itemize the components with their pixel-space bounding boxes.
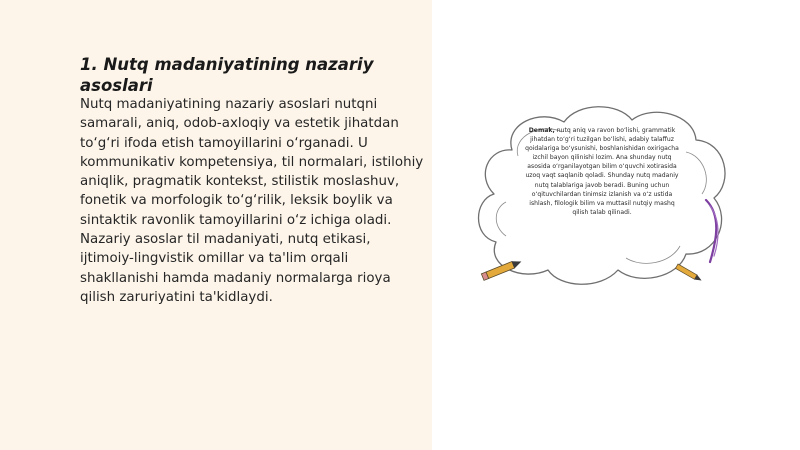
cloud-text-body: nutq aniq va ravon bo‘lishi, grammatik jihatdan to‘g‘ri tuzilgan bo‘lishi, adabiy talaffuz qoidalariga bo‘ysunishi, boshlanishidan oxirigacha izchil bayon qilinishi lozim. Ana shunday nutq asosida o‘rganilayotgan bilim o‘quvchi xotirasida uzoq vaqt saqlanib qoladi. Shunday nutq madaniy nutq talablariga javob beradi. Buning uchun o‘qituvchilardan tinimsiz izlanish va o‘z ustida ishlash, filologik bilim va muttasil nutqiy mashq qilish talab qilinadi. — [525, 127, 679, 216]
cloud-text — [522, 126, 682, 217]
cloud-text-lead: Demak, — [528, 127, 555, 134]
slide-title: 1. Nutq madaniyatining nazariy asoslari — [80, 55, 374, 95]
pencil-icon — [676, 264, 703, 282]
slide-body-text: Nutq madaniyatining nazariy asoslari nutqni samarali, aniq, odob-axloqiy va estetik jihatdan to‘g‘ri ifoda etish tamoyillarini o‘rganadi. U kommunikativ kompetensiya, til normalari, istilohiy aniqlik, pragmatik kontekst, stilistik moslashuv, fonetik va morfologik to‘g‘rilik, leksik boylik va sintaktik ravonlik tamoyillarini o‘z ichiga oladi. Nazariy asoslar til madaniyati, nutq etikasi, ijtimoiy-lingvistik omillar va ta'lim orqali shakllanishi hamda madaniy normalarga rioya qilish zaruriyatini ta'kidlaydi. — [80, 97, 424, 305]
